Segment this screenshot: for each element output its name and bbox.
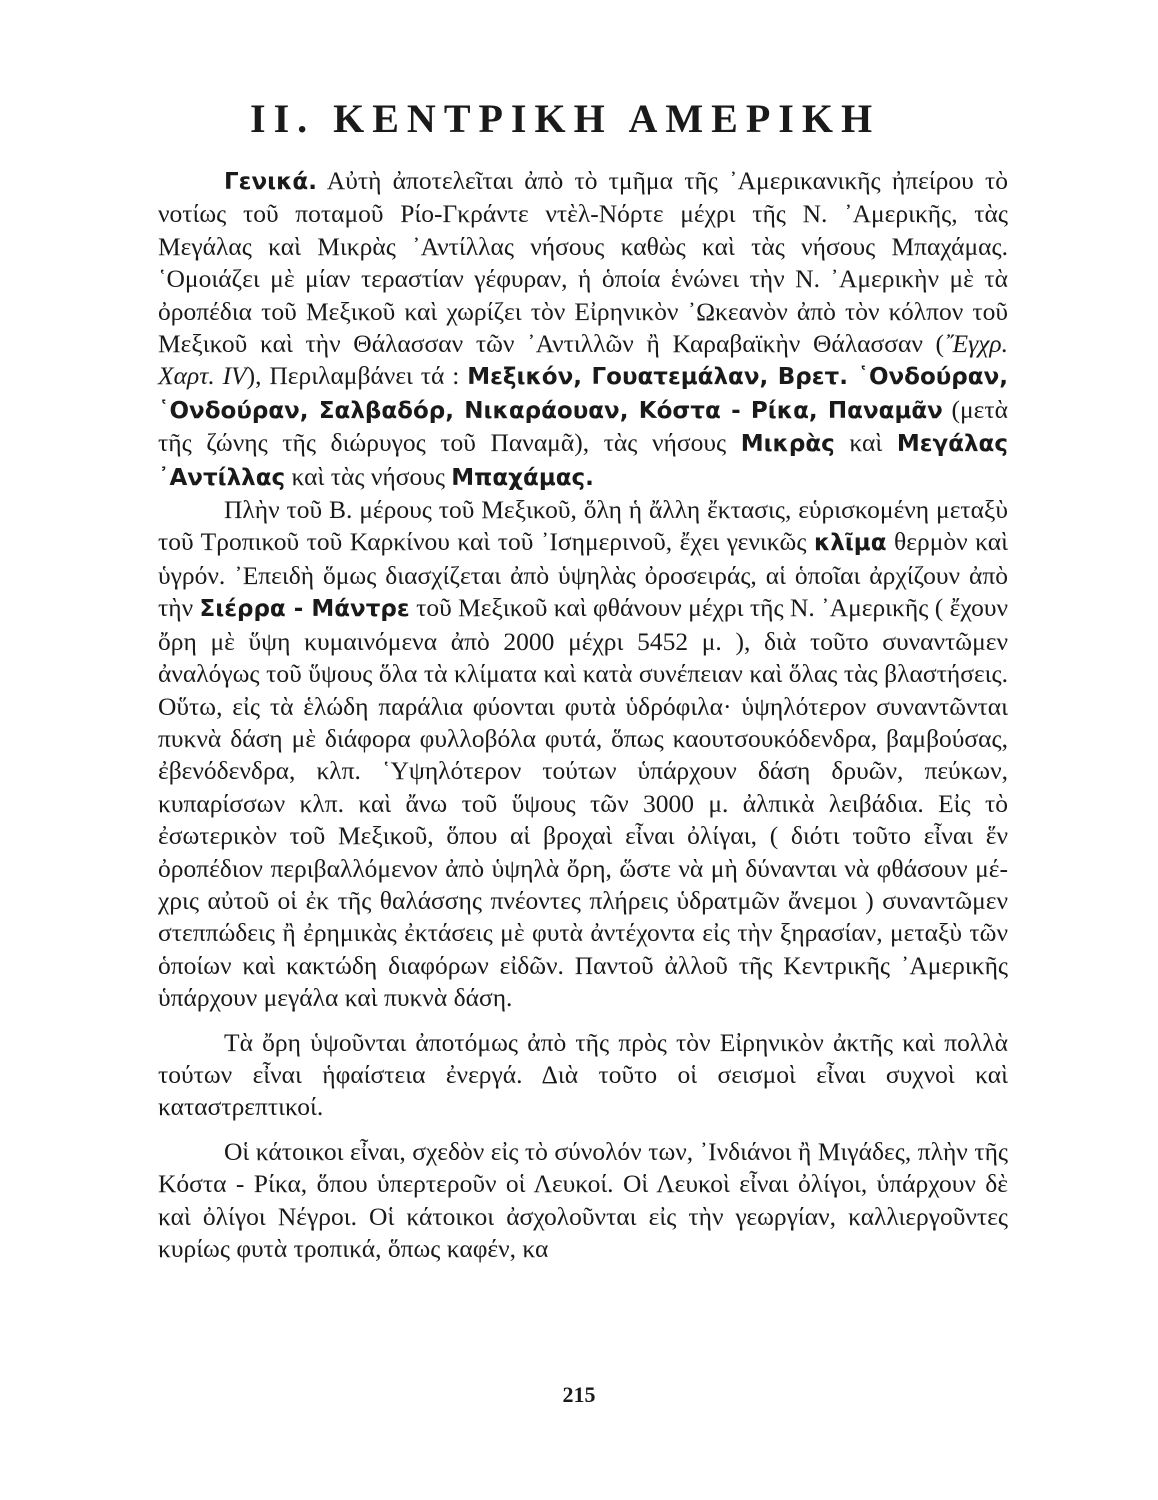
chapter-number: II. xyxy=(250,96,316,141)
chapter-title xyxy=(250,95,950,142)
paragraph-climate xyxy=(158,494,1008,1015)
chapter-title-text: ΚΕΝΤΡΙΚΗ ΑΜΕΡΙΚΗ xyxy=(333,96,881,141)
section-label: Γενικά. xyxy=(224,169,317,195)
text-run: θερμὸν καὶ ὑγρόν. ᾿Επειδὴ ὅμως διασχίζεται ἀπὸ ὑψηλὰς ὀροσειράς, αἱ ὁποῖαι ἀρχίζουν ἀπὸ τὴν xyxy=(158,527,1008,623)
term-lesser: Μικρὰς xyxy=(740,431,835,458)
paragraph-general xyxy=(158,165,1008,494)
page-number: 215 xyxy=(562,1382,596,1407)
paragraph-mountains: Τὰ ὄρη ὑψοῦνται ἀποτόμως ἀπὸ τῆς πρὸς τὸν Εἰρηνικὸν ἀκτῆς καὶ πολλὰ τούτων εἶναι ἡφαίστεια ἐνεργά. Διὰ τοῦτο οἱ σεισμοὶ εἶναι συχνοὶ καὶ καταστρεπτικοί. xyxy=(158,1027,1008,1122)
paragraph-inhabitants: Οἱ κάτοικοι εἶναι, σχεδὸν εἰς τὸ σύνολόν των, ᾿Ινδιάνοι ἢ Μιγάδες, πλὴν τῆς Κόστα - Ρίκα, ὅπου ὑπερτεροῦν οἱ Λευκοί. Οἱ Λευκοὶ εἶναι ὀλίγοι, ὑπάρχουν δὲ καὶ ὀλίγοι Νέγροι. Οἱ κάτοικοι ἀσχολοῦνται εἰς τὴν γεωργίαν, καλλιεργοῦντες κυρίως φυτὰ τροπικά, ὅπως καφέν, κα xyxy=(158,1136,1008,1263)
text-run: Πλὴν τοῦ Β. μέρους τοῦ Μεξικοῦ, ὅλη ἡ ἄλλη ἔκτασις, εὑρισκομένη μεταξὺ τοῦ Τροπικοῦ τοῦ Καρκίνου καὶ τοῦ ᾿Ισημερινοῦ, ἔχει γενικῶς xyxy=(158,495,1008,557)
text-run: (μετὰ τῆς ζώνης τῆς διώρυγος τοῦ Παναμᾶ), τὰς νήσους xyxy=(158,394,1008,458)
term-greater-antilles: Μεγάλας ᾿Αντίλλας xyxy=(158,431,1008,491)
text-run: καὶ xyxy=(834,428,897,458)
text-run: καὶ τὰς νήσους xyxy=(285,461,452,491)
map-reference: ῎Εγχρ. Χαρτ. IV xyxy=(158,329,1008,391)
body-text xyxy=(158,165,1008,1265)
term-bahamas: Μπαχάμας. xyxy=(451,464,594,491)
countries-list: Μεξικόν, Γουατεμάλαν, Βρετ. ῾Ονδούραν, ῾Ονδούραν, Σαλβαδόρ, Νικαράουαν, Κόστα - Ρίκα, Παναμᾶν xyxy=(158,364,1008,424)
text-run: ), Περιλαμβάνει τά : xyxy=(246,361,468,391)
term-sierra-madre: Σιέρρα - Μάντρε xyxy=(199,596,410,623)
text-run: τοῦ Μεξικοῦ καὶ φθάνουν μέχρι τῆς Ν. ᾿Αμερικῆς ( ἔχουν ὄρη μὲ ὕψη κυμαινόμενα ἀπὸ 2000 μέχρι 5452 μ. ), διὰ τοῦτο συναντῶμεν ἀναλόγως τοῦ ὕψους ὅλα τὰ κλίματα καὶ κατὰ συνέπειαν καὶ ὅλας τὰς βλαστήσεις. Οὕτω, εἰς τὰ ἑλώδη παράλια φύονται φυτὰ ὑδρόφιλα· ὑψηλότερον συναντῶνται πυκνὰ δάση μὲ διάφορα φυλλοβόλα φυτά, ὅπως καουτσουκόδενδρα, βαμβούσας, ἐβενόδενδρα, κλπ. ῾Υψηλότερον τούτων ὑπάρχουν δάση δρυῶν, πεύκων, κυπαρίσσων κλπ. καὶ ἄνω τοῦ ὕψους τῶν 3000 μ. ἀλπικὰ λειβάδια. Εἰς τὸ ἐσωτερικὸν τοῦ Μεξικοῦ, ὅπου αἱ βροχαὶ εἶναι ὀλίγαι, ( διότι τοῦτο εἶναι ἕν ὀροπέδιον περιβαλλόμενον ἀπὸ ὑψηλὰ ὄρη, ὥστε νὰ μὴ δύνανται νὰ φθάσουν μέχρις αὐτοῦ οἱ ἐκ τῆς θαλάσσης πνέοντες πλήρεις ὑδρατμῶν ἄνεμοι ) συναντῶμεν στεππώδεις ἢ ἐρημικὰς ἐκτάσεις μὲ φυτὰ ἀντέχοντα εἰς τὴν ξηρασίαν, μεταξὺ τῶν ὁποίων καὶ κακτώδη διαφόρων εἰδῶν. Παντοῦ ἀλλοῦ τῆς Κεντρικῆς ᾿Αμερικῆς ὑπάρχουν μεγάλα καὶ πυκνὰ δάση. xyxy=(158,593,1008,1013)
term-climate: κλῖμα xyxy=(813,530,887,557)
text-run: Αὐτὴ ἀποτελεῖται ἀπὸ τὸ τμῆμα τῆς ᾿Αμερικανικῆς ἠπείρου τὸ νοτίως τοῦ ποταμοῦ Ρίο-Γκράντε ντὲλ-Νόρτε μέχρι τῆς Ν. ᾿Αμερικῆς, τὰς Μεγάλας καὶ Μικρὰς ᾿Αντίλλας νήσους καθὼς καὶ τὰς νήσους Μπαχάμας. ῾Ομοιάζει μὲ μίαν τεραστίαν γέφυραν, ἡ ὁποία ἑνώνει τὴν Ν. ᾿Αμερικὴν μὲ τὰ ὀροπέδια τοῦ Μεξικοῦ καὶ χωρίζει τὸν Εἰρηνικὸν ᾿Ωκεανὸν ἀπὸ τὸν κόλπον τοῦ Μεξικοῦ καὶ τὴν Θάλασσαν τῶν ᾿Αντιλλῶν ἢ Καραβαϊκὴν Θάλασσαν ( xyxy=(158,166,1008,359)
